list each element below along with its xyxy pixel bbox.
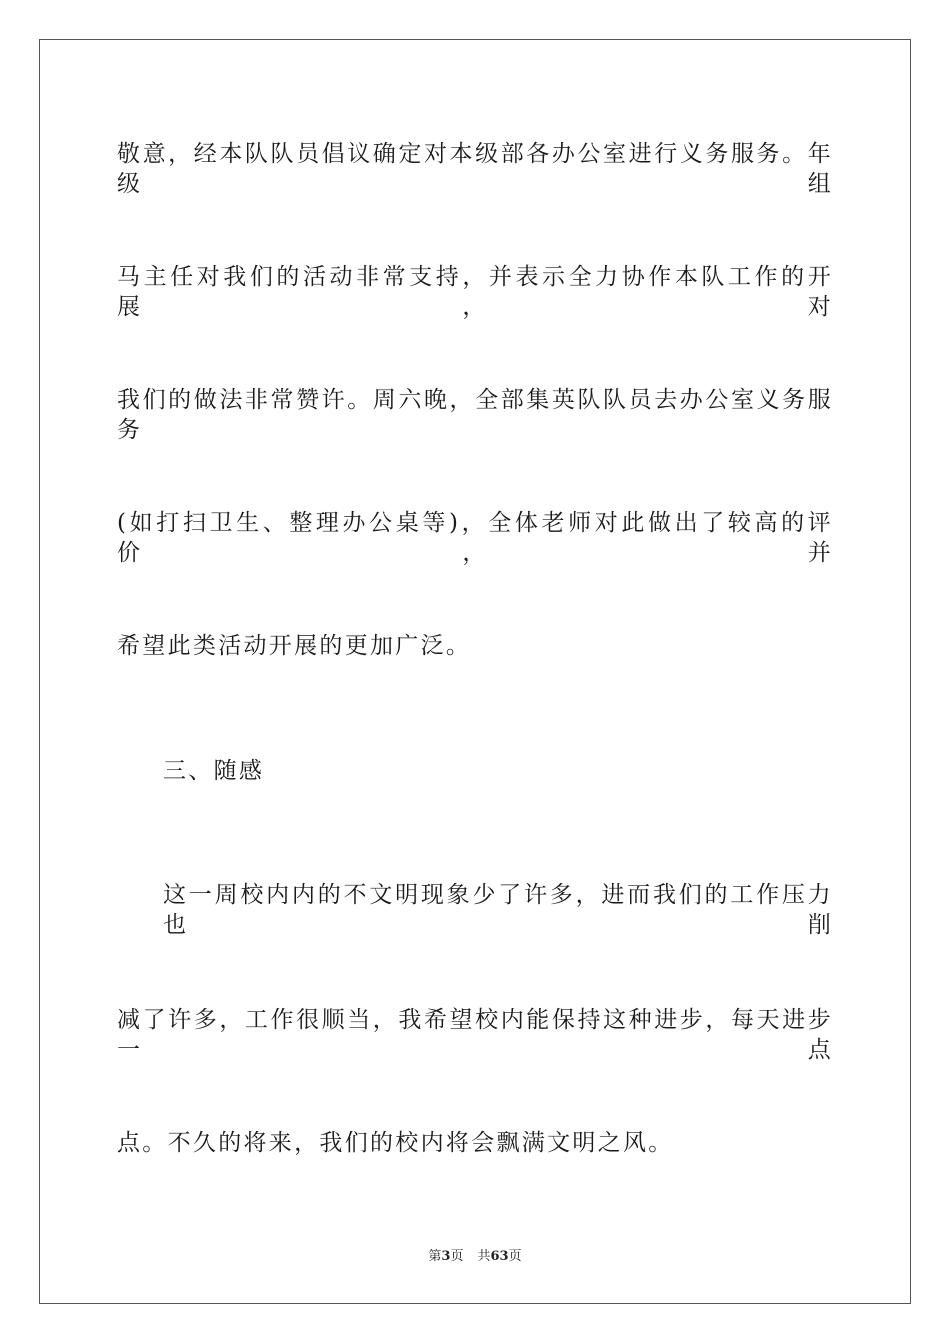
page-prefix: 第 xyxy=(428,1249,442,1264)
body-line-6: 这一周校内内的不文明现象少了许多，进而我们的工作压力也削 xyxy=(163,882,833,938)
total-prefix: 共 xyxy=(477,1249,491,1264)
body-line-5: 希望此类活动开展的更加广泛。 xyxy=(117,633,472,659)
body-line-1: 敬意，经本队队员倡议确定对本级部各办公室进行义务服务。年级组 xyxy=(117,141,833,197)
page-number: 3 xyxy=(441,1249,451,1264)
body-line-2: 马主任对我们的活动非常支持，并表示全力协作本队工作的开展，对 xyxy=(117,264,833,320)
page-footer xyxy=(0,1248,950,1266)
body-line-8: 点。不久的将来，我们的校内将会飘满文明之风。 xyxy=(117,1130,674,1156)
body-line-3: 我们的做法非常赞许。周六晚，全部集英队队员去办公室义务服务 xyxy=(117,387,833,443)
total-suffix: 页 xyxy=(508,1249,522,1264)
body-line-7: 减了许多，工作很顺当，我希望校内能保持这种进步，每天进步一点 xyxy=(117,1007,833,1063)
total-pages: 63 xyxy=(490,1249,509,1264)
page-suffix: 页 xyxy=(450,1249,464,1264)
page-frame xyxy=(39,39,911,1304)
body-line-4: (如打扫卫生、整理办公桌等)，全体老师对此做出了较高的评价，并 xyxy=(117,510,833,566)
section-heading: 三、随感 xyxy=(163,758,265,784)
